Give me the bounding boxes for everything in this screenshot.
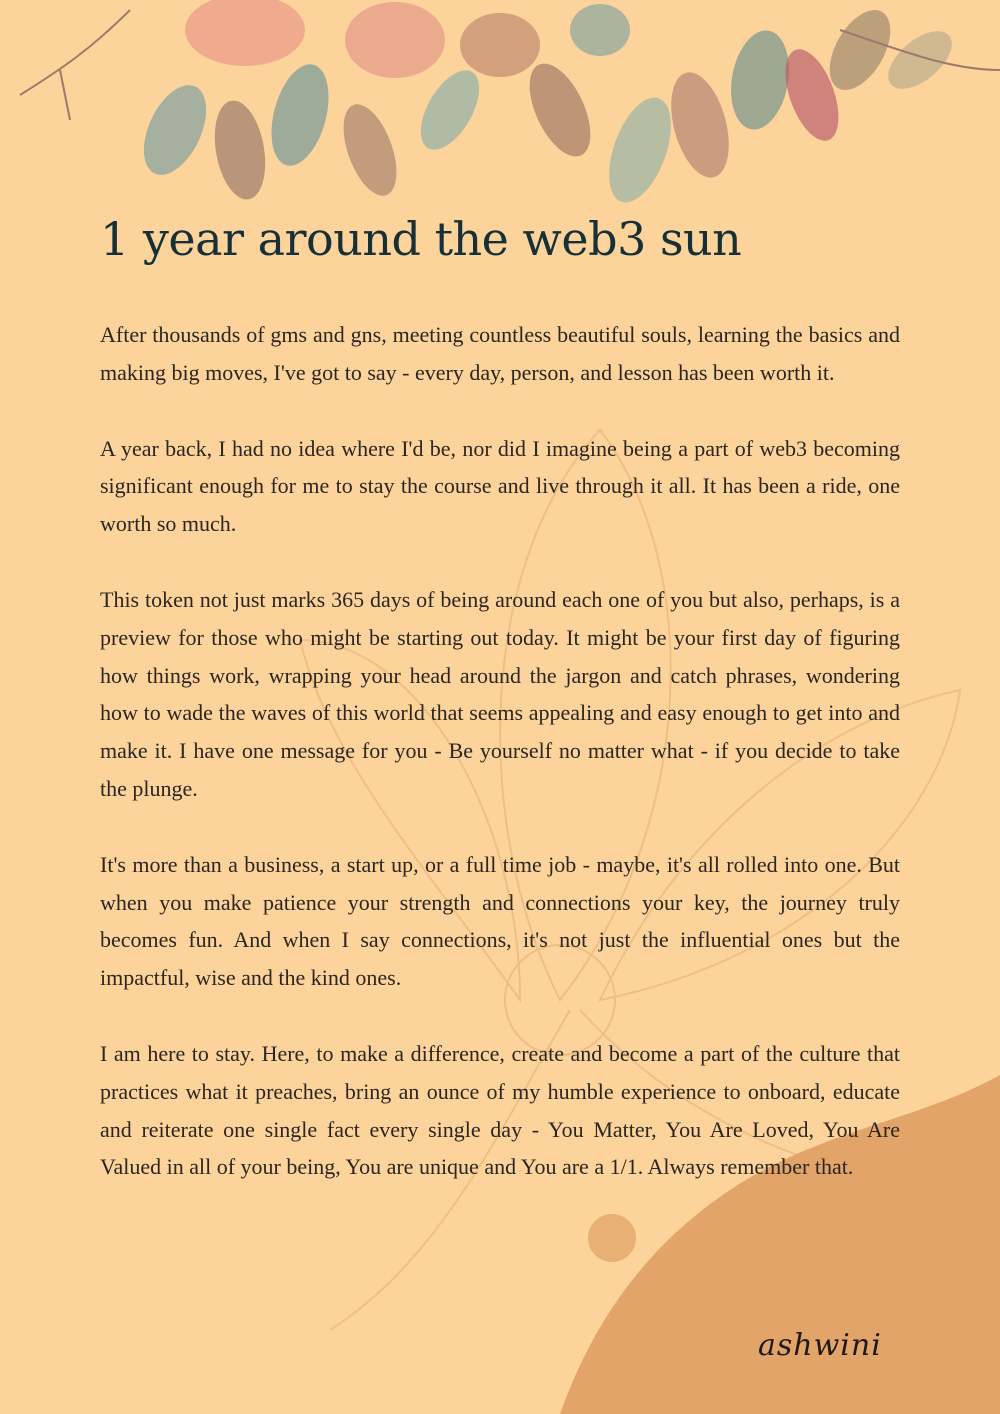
page-title: 1 year around the web3 sun — [100, 212, 742, 266]
paragraph: A year back, I had no idea where I'd be, nor did I imagine being a part of web3 becoming significant enough for me to stay the course and live through it all. It has been a ride, one worth so much. — [100, 435, 900, 537]
paragraph: This token not just marks 365 days of being around each one of you but also, perhaps, is a preview for those who might be starting out today. It might be your first day of figuring how things work, wrapping your head around the jargon and catch phrases, wondering how to wade the waves of this world that seems appealing and easy enough to get into and make it. I have one message for you - Be yourself no matter what - if you decide to take the plunge. — [100, 586, 900, 801]
paragraph: After thousands of gms and gns, meeting countless beautiful souls, learning the basics and making big moves, I've got to say - every day, person, and lesson has been worth it. — [100, 322, 900, 385]
paragraph: It's more than a business, a start up, or a full time job - maybe, it's all rolled into one. But when you make patience your strength and connections your key, the journey truly becomes fun. And when I say connections, it's not just the influential ones but the impactful, wise and the kind ones. — [100, 851, 900, 991]
watercolor-leaves-illustration — [20, 0, 1000, 211]
letter-body — [100, 316, 900, 1224]
paragraph: I am here to stay. Here, to make a difference, create and become a part of the culture that practices what it preaches, bring an ounce of my humble experience to onboard, educate and reiterate one single fact every single day - You Matter, You Are Loved, You Are Valued in all of your being, You are unique and You are a 1/1. Always remember that. — [100, 1040, 900, 1180]
signature: ashwini — [758, 1328, 882, 1363]
